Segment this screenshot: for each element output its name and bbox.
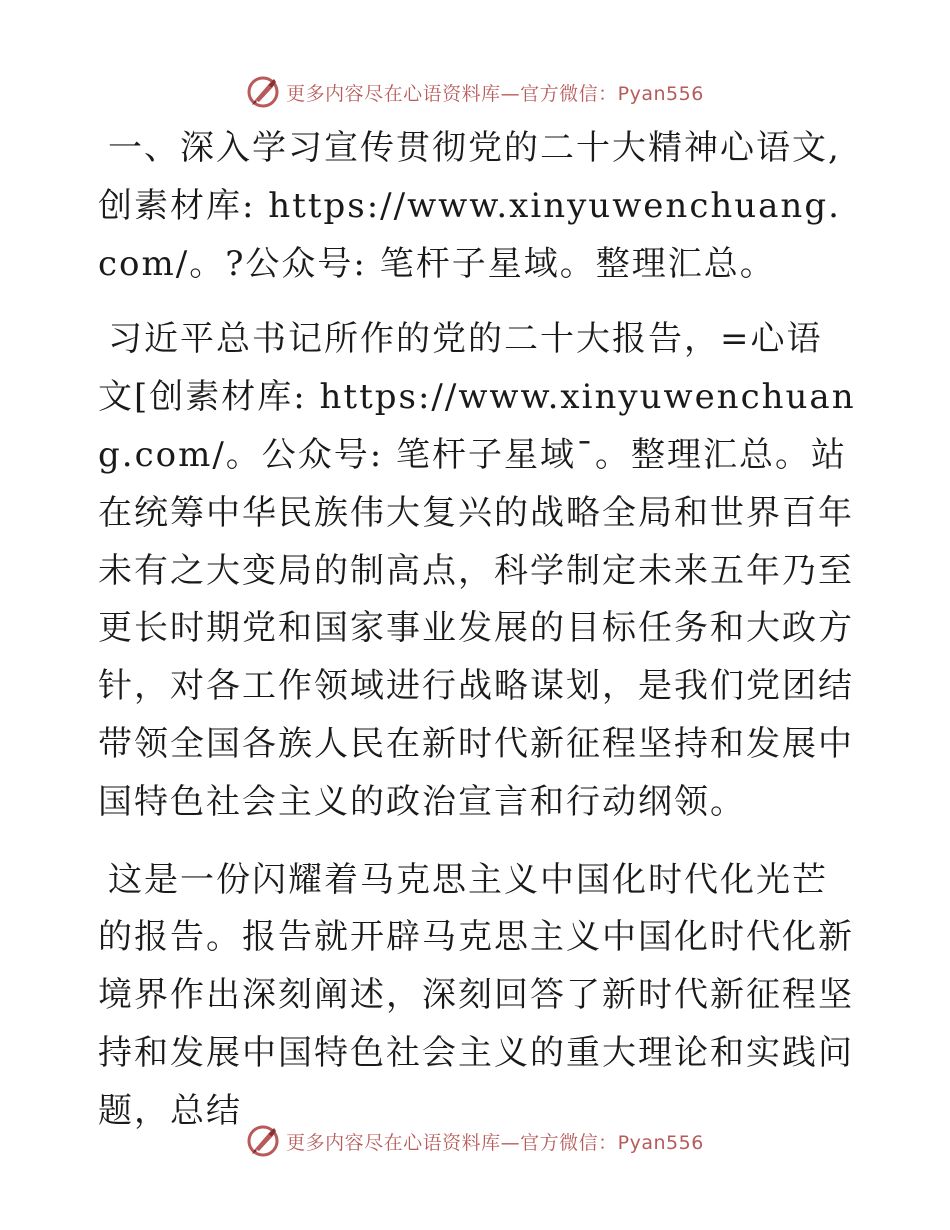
document-body	[98, 120, 858, 1159]
header-banner	[0, 72, 950, 112]
paragraph-3: 这是一份闪耀着马克思主义中国化时代化光芒的报告。报告就开辟马克思主义中国化时代化新境界作出深刻阐述，深刻回答了新时代新征程坚持和发展中国特色社会主义的重大理论和实践问题，总结	[98, 859, 854, 1131]
paragraph-1: 一、深入学习宣传贯彻党的二十大精神心语文,创素材库: https://www.xinyuwenchuang.com/。?公众号: 笔杆子星域。整理汇总。	[98, 128, 841, 284]
quill-pen-logo-icon	[246, 75, 280, 109]
banner-text: 更多内容尽在心语资料库—官方微信：Pyan556	[286, 82, 704, 105]
quill-pen-logo-icon	[246, 1124, 280, 1158]
footer-banner	[0, 1121, 950, 1161]
paragraph-2: 习近平总书记所作的党的二十大报告，=心语文[创素材库: https://www.xinyuwenchuang.com/。公众号: 笔杆子星域¯。整理汇总。站在统筹中华民族伟大复兴的战略全局和世界百年未有之大变局的制高点，科学制定未来五年乃至更长时期党和国家事业发展的目标任务和大政方针，对各工作领域进行战略谋划，是我们党团结带领全国各族人民在新时代新征程坚持和发展中国特色社会主义的政治宣言和行动纲领。	[98, 319, 856, 822]
banner-text: 更多内容尽在心语资料库—官方微信：Pyan556	[286, 1131, 704, 1154]
